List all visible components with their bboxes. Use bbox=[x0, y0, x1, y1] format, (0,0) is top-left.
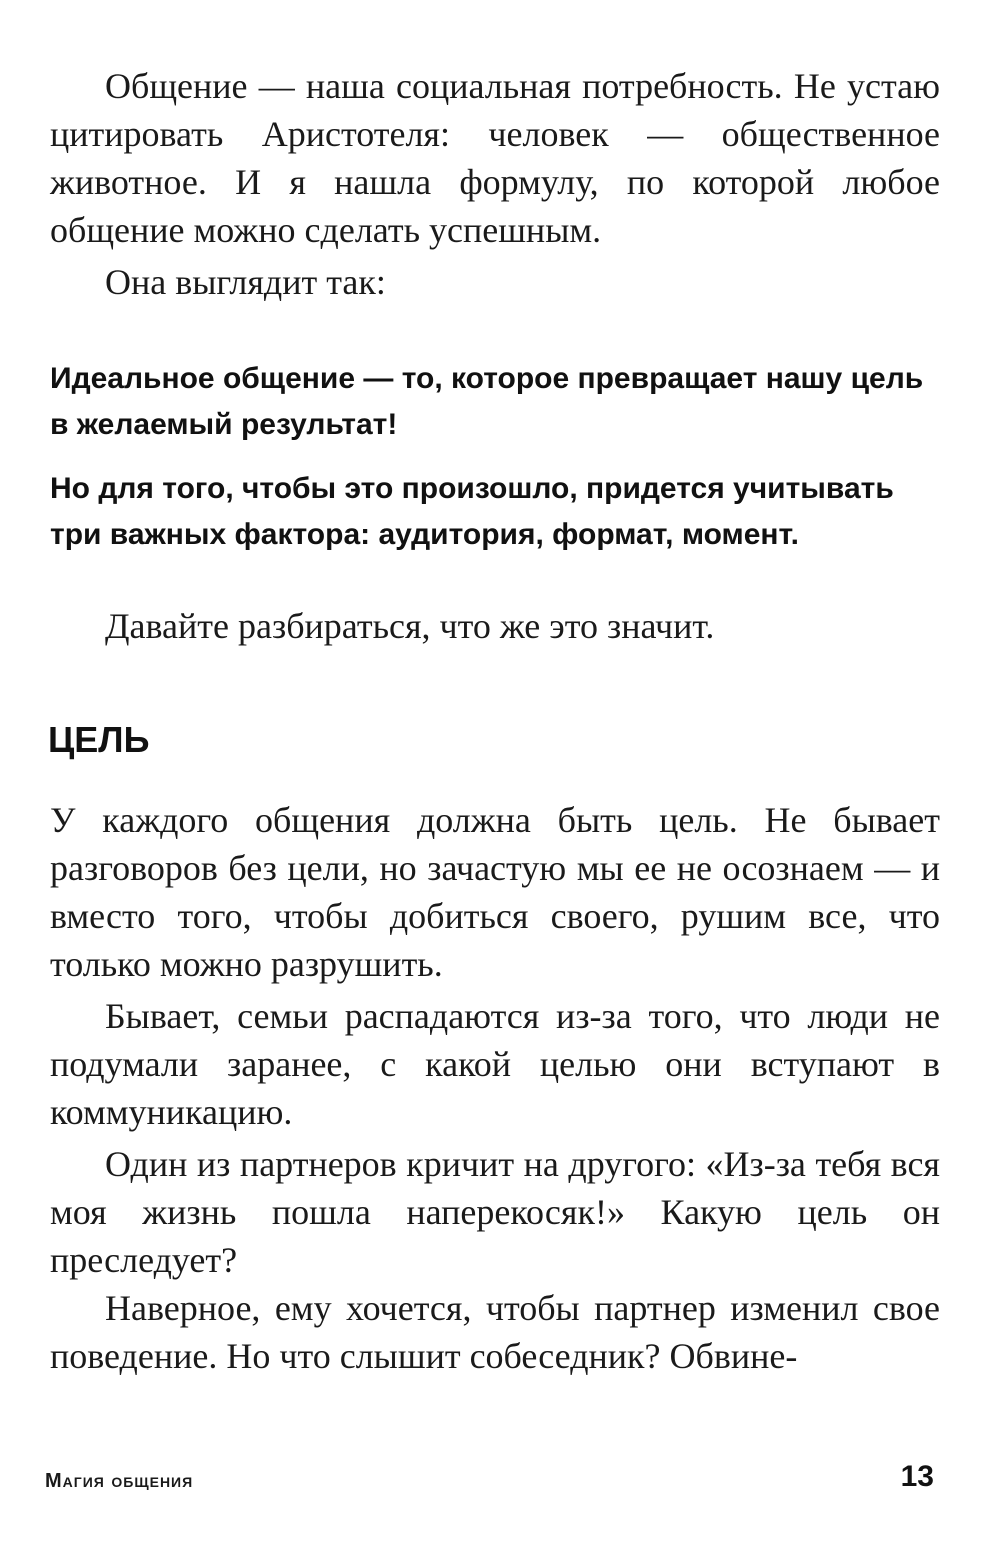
paragraph-goal-intro: У каждого общения должна быть цель. Не бывает разговоров без цели, но зачастую мы ее не осознаем — и вместо того, чтобы добиться своего, рушим все, что только можно разрушить. bbox=[50, 800, 940, 984]
paragraph-families: Бывает, семьи распадаются из-за того, что люди не подумали заранее, с какой целью они вступают в коммуникацию. bbox=[50, 996, 940, 1132]
bold-statement-factors: Но для того, чтобы это произошло, придется учитывать три важных фактора: аудитория, формат, момент. bbox=[50, 472, 894, 551]
page-number: 13 bbox=[900, 1460, 934, 1493]
running-footer-title: Магия общения bbox=[45, 1470, 194, 1492]
section-heading: ЦЕЛЬ bbox=[48, 719, 150, 760]
paragraph-behavior: Наверное, ему хочется, чтобы партнер изменил свое поведение. Но что слышит собеседник? Обвине- bbox=[50, 1288, 940, 1376]
paragraph-partner-shouts: Один из партнеров кричит на другого: «Из-за тебя вся моя жизнь пошла наперекосяк!» Какую цель он преследует? bbox=[50, 1144, 940, 1280]
paragraph-formula-lead: Она выглядит так: bbox=[105, 262, 386, 302]
bold-statement-ideal: Идеальное общение — то, которое превращает нашу цель в желаемый результат! bbox=[50, 362, 924, 441]
paragraph-intro: Общение — наша социальная потребность. Не устаю цитировать Аристотеля: человек — общественное животное. И я нашла формулу, по которой любое общение можно сделать успешным. bbox=[50, 66, 940, 250]
paragraph-transition: Давайте разбираться, что же это значит. bbox=[105, 606, 715, 646]
